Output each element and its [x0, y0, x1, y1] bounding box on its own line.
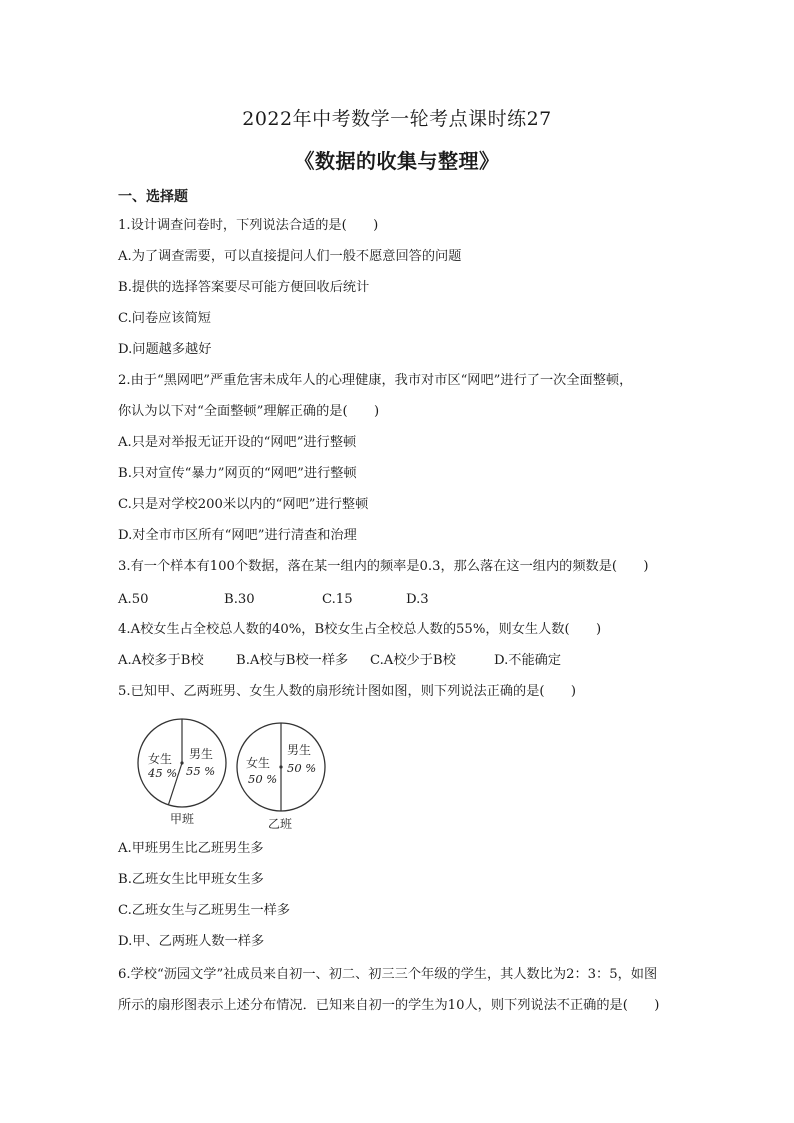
pie-2-caption: 乙班 [268, 817, 293, 831]
question-4-option-a: A.A校多于B校 [118, 653, 204, 668]
question-5-option-d: D.甲、乙两班人数一样多 [118, 934, 265, 949]
question-2-option-b: B.只对宣传“暴力”网页的“网吧”进行整顿 [118, 466, 357, 481]
pie-2-boys-value: 50 % [287, 761, 317, 775]
question-1-option-b: B.提供的选择答案要尽可能方便回收后统计 [118, 280, 370, 295]
question-1-stem: 1.设计调查问卷时，下列说法合适的是( ) [118, 218, 379, 233]
document-title: 2022年中考数学一轮考点课时练27 [242, 108, 552, 130]
pie-2-girls-label: 女生 [246, 756, 271, 770]
pie-1-girls-label: 女生 [148, 752, 173, 766]
question-5-stem: 5.已知甲、乙两班男、女生人数的扇形统计图如图，则下列说法正确的是( ) [118, 684, 577, 699]
pie-1-center-dot [180, 761, 183, 764]
question-2-stem-line-1: 2.由于“黑网吧”严重危害未成年人的心理健康，我市对市区“网吧”进行了一次全面整顿， [118, 373, 633, 388]
question-5-option-c: C.乙班女生与乙班男生一样多 [118, 903, 291, 918]
question-6-stem-line-2: 所示的扇形图表示上述分布情况．已知来自初一的学生为10人，则下列说法不正确的是( ) [118, 998, 660, 1013]
question-1-option-c: C.问卷应该简短 [118, 311, 211, 326]
pie-1-girls-value: 45 % [148, 766, 178, 780]
question-5-option-a: A.甲班男生比乙班男生多 [118, 841, 264, 856]
question-3-option-b: B.30 [224, 592, 255, 607]
document-subtitle: 《数据的收集与整理》 [294, 149, 500, 173]
question-2-stem-line-2: 你认为以下对“全面整顿”理解正确的是( ) [118, 404, 380, 419]
pie-1-boys-label: 男生 [189, 747, 214, 761]
section-label: 一、选择题 [118, 189, 188, 205]
pie-charts-figure [130, 716, 340, 832]
pie-1-boys-value: 55 % [186, 764, 216, 778]
question-4-option-b: B.A校与B校一样多 [236, 653, 349, 668]
pie-2-center-dot [279, 765, 282, 768]
pie-chart-class-jia [138, 719, 226, 826]
question-4-option-d: D.不能确定 [494, 653, 562, 668]
question-6-stem-line-1: 6.学校“沥园文学”社成员来自初一、初二、初三三个年级的学生，其人数比为2：3：5，如图 [118, 967, 658, 982]
question-4-option-c: C.A校少于B校 [370, 653, 456, 668]
question-2-option-a: A.只是对举报无证开设的“网吧”进行整顿 [118, 435, 357, 450]
pie-2-girls-value: 50 % [248, 772, 278, 786]
question-2-option-c: C.只是对学校200米以内的“网吧”进行整顿 [118, 497, 369, 512]
question-4-stem: 4.A校女生占全校总人数的40%，B校女生占全校总人数的55%，则女生人数( ) [118, 622, 602, 637]
question-3-stem: 3.有一个样本有100个数据，落在某一组内的频率是0.3，那么落在这一组内的频数是( ) [118, 559, 649, 574]
question-2-option-d: D.对全市市区所有“网吧”进行清查和治理 [118, 528, 357, 543]
question-1-option-a: A.为了调查需要，可以直接提问人们一般不愿意回答的问题 [118, 249, 462, 264]
question-3-option-c: C.15 [322, 592, 353, 607]
question-5-option-b: B.乙班女生比甲班女生多 [118, 872, 264, 887]
question-3-option-a: A.50 [118, 592, 149, 607]
pie-2-boys-label: 男生 [287, 743, 312, 757]
pie-chart-class-yi [237, 723, 325, 831]
question-3-option-d: D.3 [406, 592, 429, 607]
pie-1-caption: 甲班 [170, 812, 195, 826]
question-1-option-d: D.问题越多越好 [118, 342, 212, 357]
